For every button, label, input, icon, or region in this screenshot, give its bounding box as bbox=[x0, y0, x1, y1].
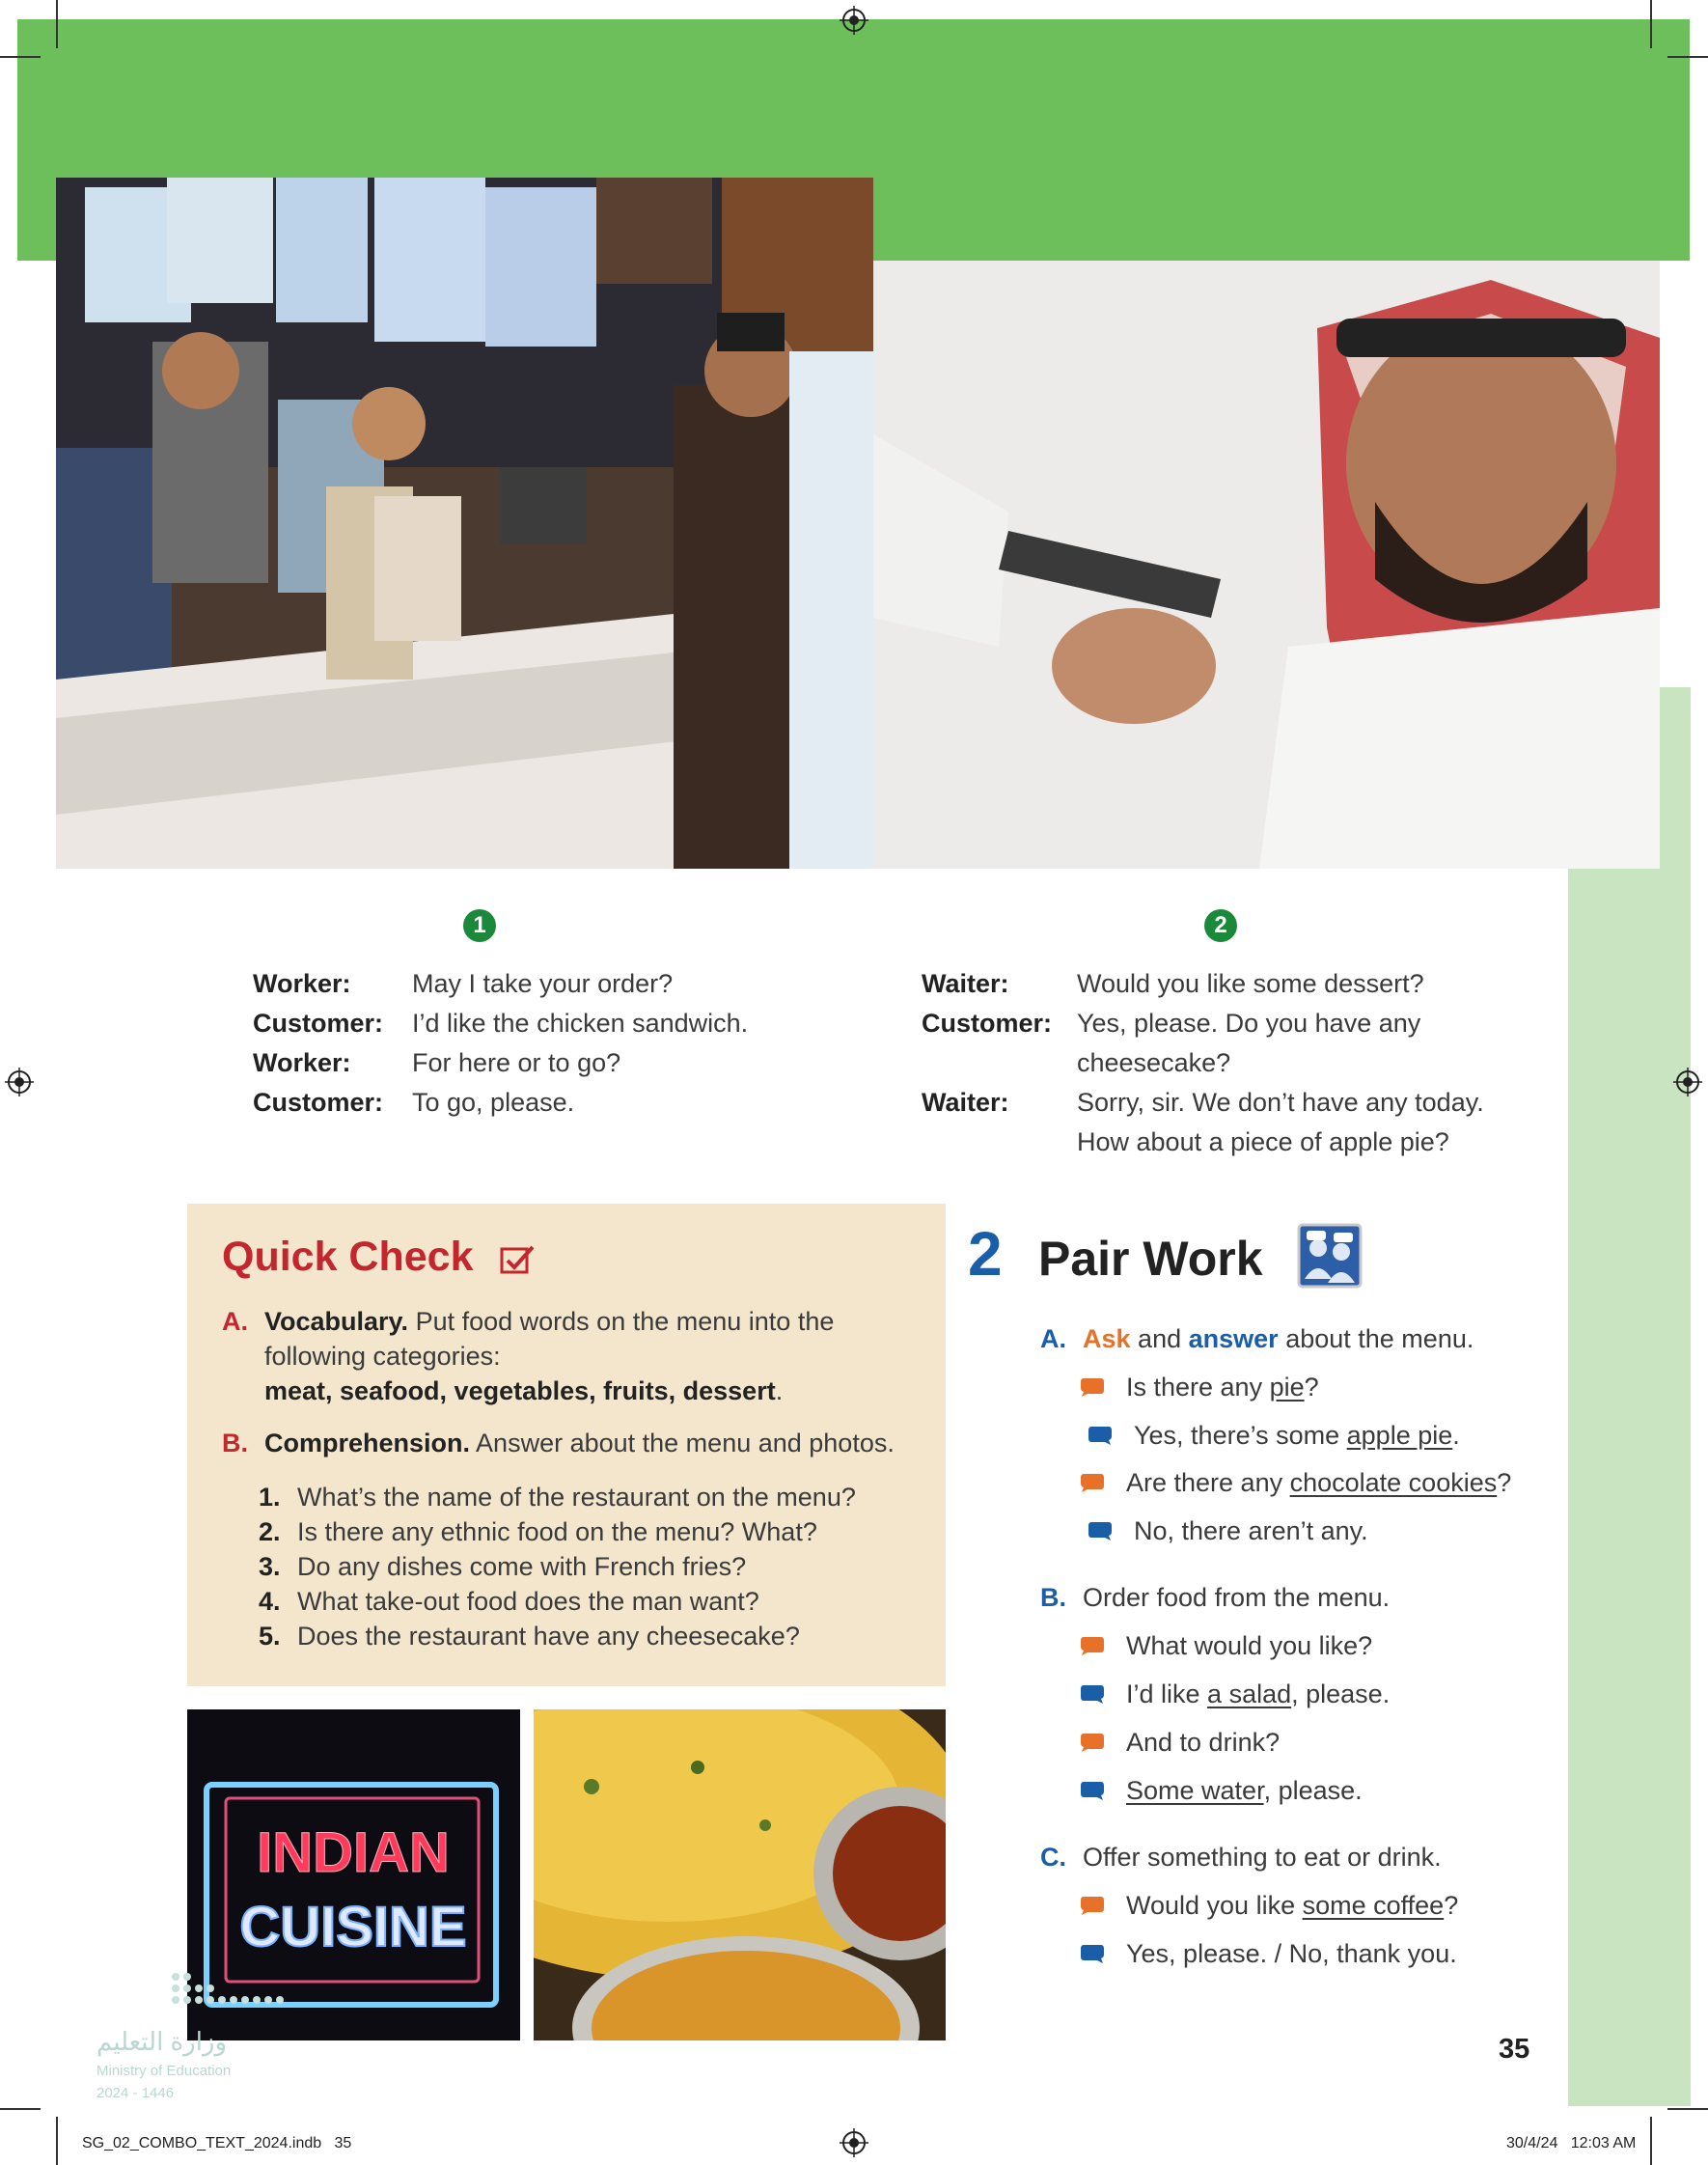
crop-mark bbox=[0, 2108, 41, 2110]
line-text: To go, please. bbox=[412, 1088, 575, 1117]
pw-a-line-3 bbox=[1080, 1465, 1511, 1500]
line-text: Yes, please. / No, thank you. bbox=[1126, 1939, 1457, 1968]
neon-line-1: INDIAN bbox=[257, 1821, 450, 1884]
dialog-line bbox=[922, 1123, 1484, 1162]
underlined-word: pie bbox=[1269, 1373, 1305, 1402]
line-text: May I take your order? bbox=[412, 969, 674, 998]
pw-a-line-2 bbox=[1088, 1418, 1460, 1453]
question-text: Is there any ethnic food on the menu? What? bbox=[297, 1517, 817, 1546]
speaker: Waiter: bbox=[922, 1088, 1009, 1117]
question-item bbox=[259, 1514, 934, 1549]
dialog-1-badge: 1 bbox=[463, 909, 496, 942]
pw-c-letter: C. bbox=[1040, 1843, 1066, 1872]
quick-check-title: Quick Check bbox=[222, 1234, 474, 1280]
qc-a-label: Vocabulary. bbox=[264, 1307, 409, 1336]
speaker: Worker: bbox=[253, 969, 351, 998]
dialog-line bbox=[922, 1083, 1484, 1123]
question-number: 2. bbox=[259, 1517, 281, 1546]
pw-b-text: Order food from the menu. bbox=[1083, 1583, 1391, 1612]
registration-mark-icon bbox=[5, 1068, 34, 1096]
question-text: What take-out food does the man want? bbox=[297, 1587, 759, 1616]
speaker-empty bbox=[922, 1043, 1077, 1083]
question-text: Do any dishes come with French fries? bbox=[297, 1552, 747, 1581]
line-text: , please. bbox=[1291, 1679, 1391, 1708]
underlined-word: apple pie bbox=[1346, 1421, 1453, 1450]
dialog-line bbox=[922, 1004, 1484, 1043]
pw-a-line-1 bbox=[1080, 1370, 1319, 1404]
pw-a-rest: about the menu. bbox=[1285, 1324, 1474, 1353]
question-item bbox=[259, 1549, 934, 1584]
pw-b-letter: B. bbox=[1040, 1583, 1066, 1612]
pair-work-title: Pair Work bbox=[1038, 1232, 1263, 1286]
question-item bbox=[259, 1480, 934, 1514]
line-text: And to drink? bbox=[1126, 1728, 1281, 1757]
question-number: 3. bbox=[259, 1552, 281, 1581]
answer-word: answer bbox=[1188, 1324, 1279, 1353]
speech-bubble-blue-icon bbox=[1080, 1683, 1105, 1705]
dialog-line bbox=[253, 1083, 748, 1123]
question-text: What’s the name of the restaurant on the menu? bbox=[297, 1483, 856, 1512]
speech-bubble-orange-icon bbox=[1080, 1732, 1105, 1753]
dialog-2-badge: 2 bbox=[1204, 909, 1237, 942]
photo-fast-food-counter bbox=[56, 178, 873, 869]
line-text: . bbox=[1452, 1421, 1460, 1450]
line-text: , please. bbox=[1263, 1776, 1363, 1805]
pw-c-heading bbox=[1040, 1840, 1442, 1874]
pw-b-line-2 bbox=[1080, 1677, 1390, 1711]
section-number: 2 bbox=[968, 1219, 1003, 1289]
dialog-line bbox=[922, 1043, 1484, 1083]
line-text: ? bbox=[1304, 1373, 1319, 1402]
watermark-year: 2024 - 1446 bbox=[96, 2085, 175, 2101]
line-text: Sorry, sir. We don’t have any today. bbox=[1077, 1088, 1484, 1117]
line-text: Would you like some dessert? bbox=[1077, 969, 1424, 998]
photo-customer-paying bbox=[873, 261, 1660, 869]
speaker-empty bbox=[922, 1123, 1077, 1162]
ministry-logo-dots-icon bbox=[166, 1969, 320, 2012]
crop-mark bbox=[1667, 2108, 1708, 2110]
pw-c-text: Offer something to eat or drink. bbox=[1083, 1843, 1442, 1872]
dialog-line bbox=[253, 964, 748, 1004]
qc-a-line3 bbox=[222, 1374, 917, 1408]
question-text: Does the restaurant have any cheesecake? bbox=[297, 1622, 800, 1651]
quick-check-a bbox=[222, 1304, 917, 1408]
quick-check-b bbox=[222, 1426, 955, 1460]
qc-b-letter: B. bbox=[222, 1429, 248, 1457]
and-word: and bbox=[1138, 1324, 1182, 1353]
dialog-2 bbox=[922, 964, 1484, 1162]
pw-a-letter: A. bbox=[1040, 1324, 1066, 1353]
line-text: What would you like? bbox=[1126, 1631, 1373, 1660]
underlined-word: Some water bbox=[1126, 1776, 1264, 1805]
question-number: 4. bbox=[259, 1587, 281, 1616]
line-text: ? bbox=[1444, 1891, 1459, 1920]
speech-bubble-orange-icon bbox=[1080, 1472, 1105, 1493]
question-number: 1. bbox=[259, 1483, 281, 1512]
side-strip bbox=[1568, 687, 1691, 2106]
line-text: No, there aren’t any. bbox=[1134, 1516, 1368, 1545]
question-item bbox=[259, 1584, 934, 1619]
crop-mark bbox=[1650, 2117, 1652, 2165]
qc-a-line2: following categories: bbox=[264, 1342, 501, 1371]
speech-bubble-orange-icon bbox=[1080, 1895, 1105, 1916]
speaker: Customer: bbox=[922, 1009, 1053, 1038]
crop-mark bbox=[1650, 0, 1652, 48]
watermark-arabic: وزارة التعليم bbox=[96, 2027, 228, 2056]
line-text: I’d like bbox=[1126, 1679, 1208, 1708]
quick-check-questions bbox=[259, 1480, 934, 1653]
speech-bubble-blue-icon bbox=[1088, 1425, 1113, 1446]
dialog-line bbox=[253, 1043, 748, 1083]
speech-bubble-blue-icon bbox=[1080, 1780, 1105, 1801]
speaker: Customer: bbox=[253, 1009, 384, 1038]
speech-bubble-orange-icon bbox=[1080, 1376, 1105, 1398]
checkbox-icon bbox=[500, 1243, 537, 1276]
dialog-line bbox=[253, 1004, 748, 1043]
registration-mark-icon bbox=[840, 6, 868, 35]
pw-b-line-1 bbox=[1080, 1628, 1372, 1663]
watermark-english: Ministry of Education bbox=[96, 2063, 232, 2079]
speaker: Customer: bbox=[253, 1088, 384, 1117]
pw-a-line-4 bbox=[1088, 1513, 1368, 1548]
qc-a-letter: A. bbox=[222, 1307, 248, 1336]
line-text: Would you like bbox=[1126, 1891, 1303, 1920]
question-item bbox=[259, 1619, 934, 1653]
crop-mark bbox=[0, 56, 41, 58]
pw-c-line-1 bbox=[1080, 1888, 1458, 1923]
crop-mark bbox=[1667, 56, 1708, 58]
speech-bubble-blue-icon bbox=[1080, 1943, 1105, 1964]
registration-mark-icon bbox=[1673, 1068, 1702, 1096]
pair-work-icon bbox=[1297, 1223, 1363, 1289]
question-number: 5. bbox=[259, 1622, 281, 1651]
underlined-word: some coffee bbox=[1302, 1891, 1445, 1920]
speaker: Worker: bbox=[253, 1048, 351, 1077]
qc-categories: meat, seafood, vegetables, fruits, dessert bbox=[264, 1376, 776, 1405]
registration-mark-icon bbox=[840, 2128, 868, 2157]
line-text: ? bbox=[1497, 1468, 1512, 1497]
qc-b-label: Comprehension. bbox=[264, 1429, 471, 1457]
line-text: cheesecake? bbox=[1077, 1048, 1231, 1077]
qc-period: . bbox=[775, 1376, 784, 1405]
line-text: I’d like the chicken sandwich. bbox=[412, 1009, 749, 1038]
crop-mark bbox=[56, 2117, 58, 2165]
speech-bubble-blue-icon bbox=[1088, 1520, 1113, 1541]
qc-b-text: Answer about the menu and photos. bbox=[476, 1429, 895, 1457]
line-text: Is there any bbox=[1126, 1373, 1270, 1402]
speech-bubble-orange-icon bbox=[1080, 1635, 1105, 1656]
ask-word: Ask bbox=[1083, 1324, 1131, 1353]
speaker: Waiter: bbox=[922, 969, 1009, 998]
line-text: Are there any bbox=[1126, 1468, 1290, 1497]
pw-b-line-4 bbox=[1080, 1773, 1363, 1808]
dialog-1 bbox=[253, 964, 748, 1123]
qc-a-line1 bbox=[222, 1304, 917, 1339]
photo-rice-curry bbox=[534, 1709, 946, 2040]
pw-b-line-3 bbox=[1080, 1725, 1280, 1760]
qc-a-text1: Put food words on the menu into the bbox=[415, 1307, 835, 1336]
underlined-word: a salad bbox=[1207, 1679, 1292, 1708]
line-text: How about a piece of apple pie? bbox=[1077, 1127, 1449, 1156]
pw-b-heading bbox=[1040, 1580, 1390, 1615]
dialog-line bbox=[922, 964, 1484, 1004]
footer-file: SG_02_COMBO_TEXT_2024.indb 35 bbox=[82, 2135, 352, 2151]
neon-line-2: CUISINE bbox=[239, 1896, 467, 1958]
underlined-word: chocolate cookies bbox=[1289, 1468, 1498, 1497]
crop-mark bbox=[56, 0, 58, 48]
pw-a-heading bbox=[1040, 1321, 1474, 1356]
page-number: 35 bbox=[1499, 2034, 1530, 2065]
line-text: For here or to go? bbox=[412, 1048, 621, 1077]
pw-c-line-2 bbox=[1080, 1936, 1457, 1971]
footer-stamp: 30/4/24 12:03 AM bbox=[1506, 2135, 1637, 2151]
line-text: Yes, please. Do you have any bbox=[1077, 1009, 1421, 1038]
line-text: Yes, there’s some bbox=[1134, 1421, 1347, 1450]
